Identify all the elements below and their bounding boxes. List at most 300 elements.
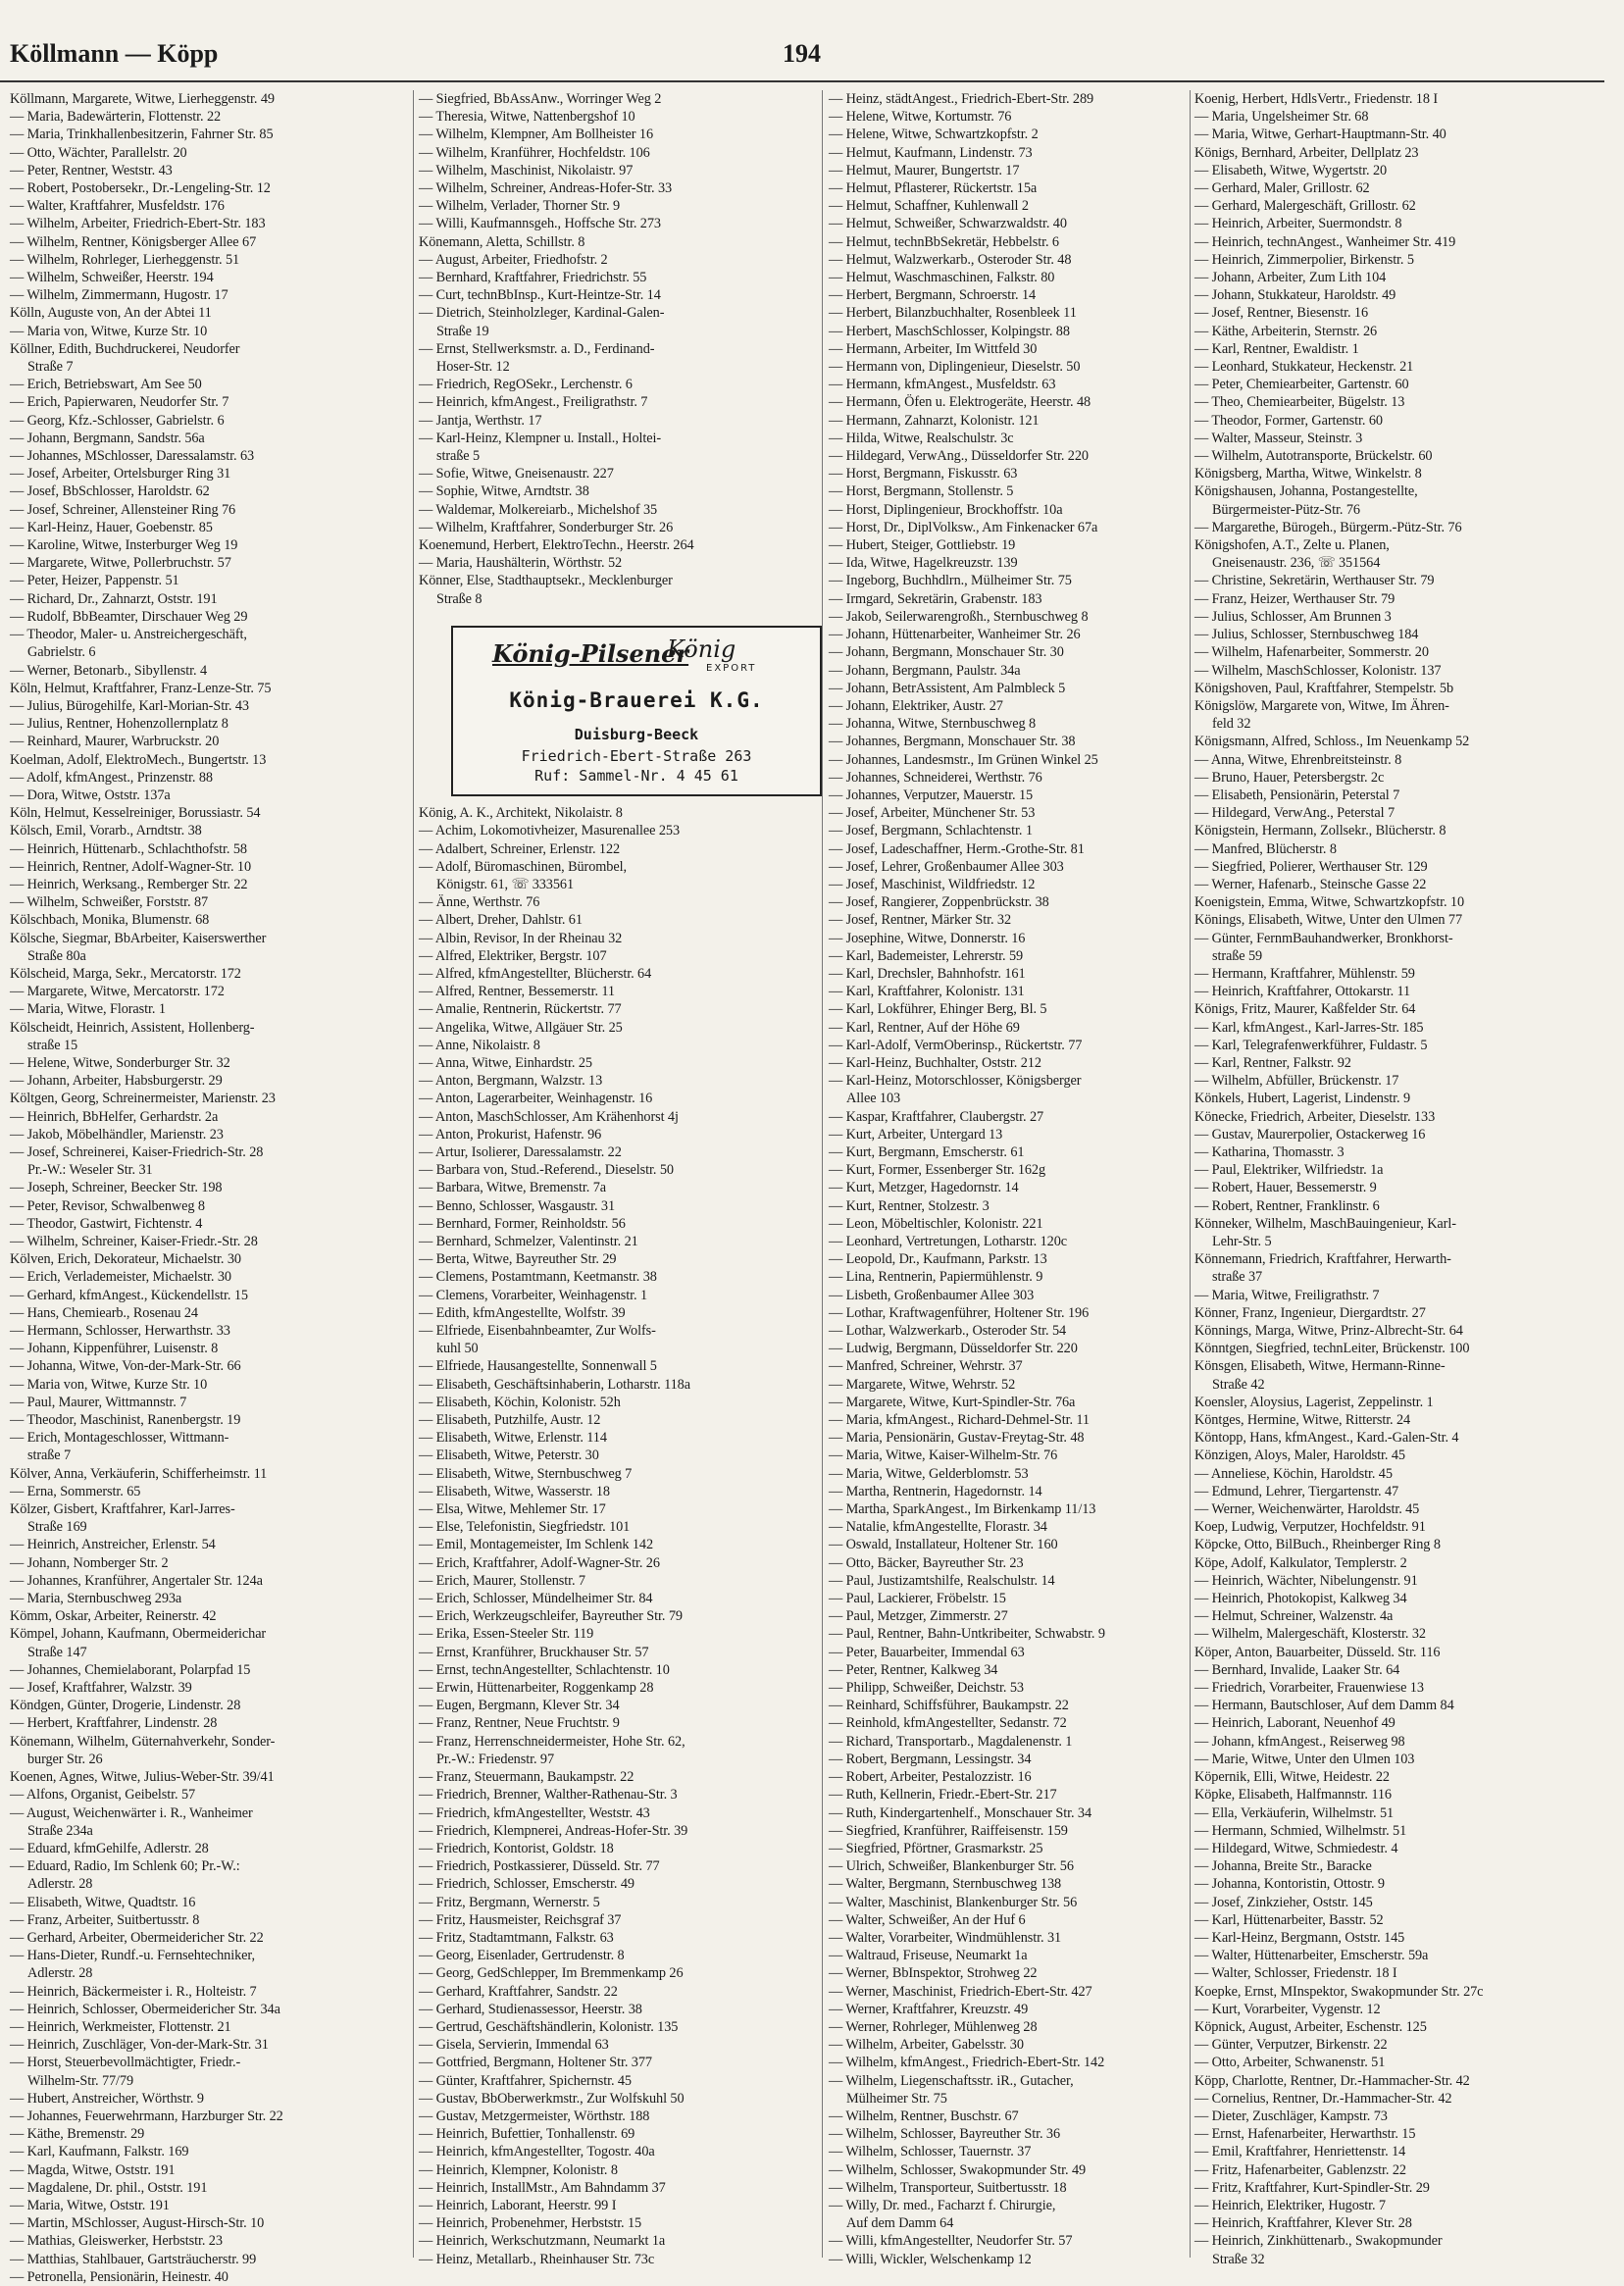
directory-entry: — Edmund, Lehrer, Tiergartenstr. 47: [1194, 1483, 1399, 1499]
directory-entry: — Gertrud, Geschäftshändlerin, Kolonistr. 135: [419, 2018, 679, 2035]
directory-entry: — Wilhelm, Schlosser, Swakopmunder Str. 49: [829, 2161, 1087, 2178]
directory-entry: — Wilhelm, Schweißer, Heerstr. 194: [10, 270, 214, 286]
directory-entry: — Ernst, Hafenarbeiter, Herwarthstr. 15: [1194, 2126, 1416, 2143]
directory-entry: Kölven, Erich, Dekorateur, Michaelstr. 30: [10, 1251, 241, 1268]
directory-entry: — Gerhard, Kraftfahrer, Sandstr. 22: [419, 1983, 618, 2000]
directory-entry: — Johanna, Breite Str., Baracke: [1194, 1858, 1372, 1875]
directory-entry: — Maria, Witwe, Oststr. 191: [10, 2197, 170, 2213]
directory-entry: Könemann, Wilhelm, Güternahverkehr, Sonder-: [10, 1733, 276, 1750]
directory-entry: — Richard, Transportarb., Magdalenenstr. 1: [829, 1733, 1073, 1750]
directory-entry: Lehr-Str. 5: [1212, 1234, 1272, 1249]
directory-entry: — Heinrich, kfmAngest., Freiligrathstr. 7: [419, 394, 648, 411]
directory-entry: — Sofie, Witwe, Gneisenaustr. 227: [419, 466, 614, 483]
directory-entry: — Heinrich, Rentner, Adolf-Wagner-Str. 10: [10, 858, 252, 875]
directory-entry: — Heinrich, Klempner, Kolonistr. 8: [419, 2161, 618, 2178]
directory-entry: — Franz, Arbeiter, Suitbertusstr. 8: [10, 1911, 200, 1928]
directory-entry: straße 15: [27, 1037, 78, 1053]
directory-entry: — Walter, Schweißer, An der Huf 6: [829, 1911, 1026, 1928]
directory-entry: Köndgen, Günter, Drogerie, Lindenstr. 28: [10, 1698, 241, 1714]
directory-entry: Kölzer, Gisbert, Kraftfahrer, Karl-Jarres-: [10, 1501, 235, 1518]
directory-entry: — Willy, Dr. med., Facharzt f. Chirurgie,: [829, 2197, 1056, 2213]
directory-entry: — Erna, Sommerstr. 65: [10, 1483, 141, 1499]
directory-entry: Köntopp, Hans, kfmAngest., Kard.-Galen-Str. 4: [1194, 1430, 1459, 1447]
directory-entry: — Gottfried, Bergmann, Holtener Str. 377: [419, 2055, 652, 2071]
directory-entry: Könsgen, Elisabeth, Witwe, Hermann-Rinne-: [1194, 1358, 1446, 1375]
directory-entry: Wilhelm-Str. 77/79: [27, 2072, 134, 2089]
directory-entry: Koenigstein, Emma, Witwe, Schwartzkopfstr. 10: [1194, 894, 1464, 911]
directory-entry: — Otto, Arbeiter, Schwanenstr. 51: [1194, 2055, 1386, 2071]
directory-entry: — Günter, Kraftfahrer, Spichernstr. 45: [419, 2072, 632, 2089]
directory-entry: — Friedrich, Kontorist, Goldstr. 18: [419, 1840, 614, 1856]
directory-entry: — Ernst, technAngestellter, Schlachtenstr. 10: [419, 1661, 670, 1678]
directory-entry: — Wilhelm, Arbeiter, Friedrich-Ebert-Str. 183: [10, 216, 266, 232]
directory-entry: — Hermann, kfmAngest., Musfeldstr. 63: [829, 377, 1056, 393]
directory-entry: — Franz, Rentner, Neue Fruchtstr. 9: [419, 1715, 620, 1732]
directory-entry: — Heinrich, Zuschläger, Von-der-Mark-Str. 31: [10, 2037, 269, 2054]
directory-entry: — Heinrich, Photokopist, Kalkweg 34: [1194, 1591, 1407, 1607]
directory-entry: — Julius, Bürogehilfe, Karl-Morian-Str. 43: [10, 697, 249, 714]
directory-entry: — Maria, Haushälterin, Wörthstr. 52: [419, 555, 623, 572]
directory-entry: Königshofen, A.T., Zelte u. Planen,: [1194, 537, 1390, 554]
directory-entry: — Lothar, Walzwerkarb., Osteroder Str. 54: [829, 1323, 1067, 1340]
directory-entry: Köpp, Charlotte, Rentner, Dr.-Hammacher-Str. 42: [1194, 2072, 1470, 2089]
directory-entry: — Theodor, Maschinist, Ranenbergstr. 19: [10, 1412, 241, 1429]
directory-entry: Straße 19: [436, 323, 489, 339]
directory-entry: — Maria, Pensionärin, Gustav-Freytag-Str. 48: [829, 1430, 1085, 1447]
directory-entry: — Margarete, Witwe, Pollerbruchstr. 57: [10, 555, 231, 572]
directory-entry: Koenemund, Herbert, ElektroTechn., Heerstr. 264: [419, 537, 694, 554]
directory-entry: — Peter, Chemiearbeiter, Gartenstr. 60: [1194, 377, 1409, 393]
directory-entry: — Josef, Rentner, Biesenstr. 16: [1194, 305, 1369, 322]
ad-logos: [453, 635, 820, 679]
directory-entry: — Heinrich, BbHelfer, Gerhardstr. 2a: [10, 1108, 219, 1125]
directory-entry: — Alfred, Rentner, Bessemerstr. 11: [419, 984, 615, 1000]
directory-entry: — Wilhelm, Klempner, Am Bollheister 16: [419, 127, 653, 143]
directory-entry: — Margarethe, Bürogeh., Bürgerm.-Pütz-Str. 76: [1194, 519, 1462, 535]
directory-entry: — Jakob, Seilerwarengroßh., Sternbuschweg 8: [829, 608, 1089, 625]
directory-entry: Köln, Helmut, Kesselreiniger, Borussiastr. 54: [10, 805, 261, 822]
directory-entry: straße 59: [1212, 947, 1263, 964]
directory-entry: — Peter, Rentner, Kalkweg 34: [829, 1661, 998, 1678]
directory-entry: — Heinrich, Werkschutzmann, Neumarkt 1a: [419, 2233, 666, 2250]
directory-entry: — Hermann von, Diplingenieur, Dieselstr. 50: [829, 359, 1081, 376]
directory-entry: — Karl, Kraftfahrer, Kolonistr. 131: [829, 984, 1025, 1000]
directory-entry: — Maria, Witwe, Florastr. 1: [10, 1001, 166, 1018]
directory-entry: — Kurt, Former, Essenberger Str. 162g: [829, 1162, 1046, 1179]
directory-entry: — Manfred, Blücherstr. 8: [1194, 840, 1337, 857]
directory-entry: — Helene, Witwe, Kortumstr. 76: [829, 109, 1012, 126]
directory-entry: — Emil, Montagemeister, Im Schlenk 142: [419, 1537, 654, 1553]
directory-entry: — Josephine, Witwe, Donnerstr. 16: [829, 930, 1026, 946]
directory-entry: Kölln, Auguste von, An der Abtei 11: [10, 305, 212, 322]
directory-entry: — Erich, Maurer, Stollenstr. 7: [419, 1572, 585, 1589]
directory-entry: — Franz, Heizer, Werthauser Str. 79: [1194, 590, 1396, 607]
directory-entry: Allee 103: [846, 1091, 901, 1107]
directory-entry: — Paul, Maurer, Wittmannstr. 7: [10, 1394, 187, 1410]
directory-column-1: [10, 90, 405, 2285]
directory-entry: Königshoven, Paul, Kraftfahrer, Stempelstr. 5b: [1194, 680, 1454, 696]
directory-entry: — Paul, Lackierer, Fröbelstr. 15: [829, 1591, 1006, 1607]
directory-entry: — Werner, Betonarb., Sibyllenstr. 4: [10, 662, 207, 679]
directory-entry: — Josef, Rentner, Märker Str. 32: [829, 912, 1012, 929]
directory-entry: — Barbara von, Stud.-Referend., Dieselstr. 50: [419, 1162, 674, 1179]
directory-entry: — Walter, Schlosser, Friedenstr. 18 I: [1194, 1965, 1397, 1982]
directory-entry: — Peter, Heizer, Pappenstr. 51: [10, 573, 179, 589]
directory-entry: — Adolf, Büromaschinen, Bürombel,: [419, 858, 627, 875]
directory-entry: — Heinz, Metallarb., Rheinhauser Str. 73c: [419, 2251, 655, 2267]
directory-entry: — Robert, Hauer, Bessemerstr. 9: [1194, 1180, 1377, 1196]
directory-entry: — Gisela, Servierin, Immendal 63: [419, 2037, 609, 2054]
directory-entry: — Gerhard, Studienassessor, Heerstr. 38: [419, 2001, 642, 2017]
directory-entry: — Maria, Ungelsheimer Str. 68: [1194, 109, 1369, 126]
directory-entry: — Leopold, Dr., Kaufmann, Parkstr. 13: [829, 1251, 1047, 1268]
directory-entry: — Walter, Maschinist, Blankenburger Str. 56: [829, 1894, 1078, 1910]
directory-entry: — Magdalene, Dr. phil., Oststr. 191: [10, 2179, 208, 2196]
directory-entry: — Ruth, Kellnerin, Friedr.-Ebert-Str. 217: [829, 1787, 1057, 1803]
directory-entry: — Georg, GedSchlepper, Im Bremmenkamp 26: [419, 1965, 684, 1982]
directory-entry: — Ida, Witwe, Hagelkreuzstr. 139: [829, 555, 1018, 572]
directory-entry: — Karl, Rentner, Falkstr. 92: [1194, 1054, 1351, 1071]
directory-entry: — Herbert, Bilanzbuchhalter, Rosenbleek 11: [829, 305, 1077, 322]
directory-entry: — Helmut, Maurer, Bungertstr. 17: [829, 162, 1020, 178]
directory-entry: straße 5: [436, 448, 481, 465]
directory-entry: — Johannes, Kranführer, Angertaler Str. 124a: [10, 1572, 263, 1589]
directory-entry: Könemann, Aletta, Schillstr. 8: [419, 233, 585, 250]
directory-entry: — Maria, kfmAngest., Richard-Dehmel-Str. 11: [829, 1412, 1090, 1429]
directory-entry: — Johannes, Bergmann, Monschauer Str. 38: [829, 734, 1076, 750]
directory-entry: — Friedrich, Brenner, Walther-Rathenau-Str. 3: [419, 1787, 678, 1803]
directory-entry: — Heinrich, Bäckermeister i. R., Holteistr. 7: [10, 1983, 257, 2000]
directory-entry: — Wilhelm, Maschinist, Nikolaistr. 97: [419, 162, 634, 178]
directory-entry: — Manfred, Schreiner, Wehrstr. 37: [829, 1358, 1023, 1375]
directory-entry: — Eugen, Bergmann, Klever Str. 34: [419, 1698, 620, 1714]
directory-entry: — Elisabeth, Witwe, Erlenstr. 114: [419, 1430, 607, 1447]
page-number: 194: [783, 39, 821, 68]
directory-entry: — Margarete, Witwe, Mercatorstr. 172: [10, 984, 225, 1000]
directory-entry: — Fritz, Kraftfahrer, Kurt-Spindler-Str. 29: [1194, 2179, 1430, 2196]
directory-entry: — Anna, Witwe, Ehrenbreitsteinstr. 8: [1194, 751, 1402, 768]
directory-entry: — Elfriede, Eisenbahnbeamter, Zur Wolfs-: [419, 1323, 656, 1340]
directory-entry: straße 7: [27, 1448, 72, 1464]
directory-entry: — Kurt, Arbeiter, Untergard 13: [829, 1126, 1003, 1143]
directory-entry: — Erich, Verlademeister, Michaelstr. 30: [10, 1269, 231, 1286]
directory-entry: — Ruth, Kindergartenhelf., Monschauer Str. 34: [829, 1804, 1092, 1821]
directory-entry: — Johann, Bergmann, Monschauer Str. 30: [829, 644, 1064, 661]
directory-entry: — Elisabeth, Putzhilfe, Austr. 12: [419, 1412, 601, 1429]
directory-entry: — Josef, Lehrer, Großenbaumer Allee 303: [829, 858, 1064, 875]
directory-entry: — Heinrich, Laborant, Heerstr. 99 I: [419, 2197, 617, 2213]
directory-entry: — Bruno, Hauer, Petersbergstr. 2c: [1194, 769, 1385, 786]
directory-entry: — Wilhelm, Schreiner, Andreas-Hofer-Str. 33: [419, 180, 673, 197]
directory-entry: — Hildegard, VerwAng., Peterstal 7: [1194, 805, 1395, 822]
directory-entry: — Karl, Bademeister, Lehrerstr. 59: [829, 947, 1024, 964]
directory-entry: — Ulrich, Schweißer, Blankenburger Str. 56: [829, 1858, 1074, 1875]
directory-entry: — Dora, Witwe, Oststr. 137a: [10, 787, 171, 803]
directory-entry: — Wilhelm, Verlader, Thorner Str. 9: [419, 198, 621, 215]
export-label: EXPORT: [706, 663, 757, 674]
directory-entry: — Friedrich, kfmAngestellter, Weststr. 43: [419, 1804, 650, 1821]
directory-entry: — Kurt, Rentner, Stolzestr. 3: [829, 1197, 990, 1214]
directory-entry: — Erika, Essen-Steeler Str. 119: [419, 1626, 594, 1643]
directory-entry: — Johannes, Feuerwehrmann, Harzburger Str. 22: [10, 2108, 283, 2124]
directory-entry: Königshausen, Johanna, Postangestellte,: [1194, 483, 1418, 500]
directory-entry: — Elisabeth, Witwe, Sternbuschweg 7: [419, 1465, 633, 1482]
directory-entry: — Josef, Schreiner, Allensteiner Ring 76: [10, 501, 236, 518]
directory-entry: — Josef, Arbeiter, Münchener Str. 53: [829, 805, 1036, 822]
directory-entry: — Philipp, Schweißer, Deichstr. 53: [829, 1680, 1024, 1697]
directory-entry: — Barbara, Witwe, Bremenstr. 7a: [419, 1180, 606, 1196]
directory-entry: — Käthe, Bremenstr. 29: [10, 2126, 145, 2143]
directory-entry: Köpe, Adolf, Kalkulator, Templerstr. 2: [1194, 1554, 1407, 1571]
directory-entry: — Johann, Bergmann, Paulstr. 34a: [829, 662, 1021, 679]
directory-entry: — Elisabeth, Witwe, Quadtstr. 16: [10, 1894, 196, 1910]
directory-entry: Könner, Else, Stadthauptsekr., Mecklenburger: [419, 573, 673, 589]
directory-entry: — Dieter, Zuschläger, Kampstr. 73: [1194, 2108, 1388, 2124]
directory-entry: feld 32: [1212, 716, 1251, 733]
directory-entry: — Helmut, Schreiner, Walzenstr. 4a: [1194, 1608, 1394, 1625]
directory-entry: Pr.-W.: Weseler Str. 31: [27, 1162, 153, 1179]
directory-entry: Adlerstr. 28: [27, 1965, 93, 1982]
directory-entry: — Karoline, Witwe, Insterburger Weg 19: [10, 537, 238, 554]
directory-entry: — August, Weichenwärter i. R., Wanheimer: [10, 1804, 253, 1821]
directory-entry: — Albert, Dreher, Dahlstr. 61: [419, 912, 583, 929]
directory-entry: — Horst, Bergmann, Fiskusstr. 63: [829, 466, 1018, 483]
directory-entry: — Oswald, Installateur, Holtener Str. 160: [829, 1537, 1058, 1553]
directory-entry: — Peter, Bauarbeiter, Immendal 63: [829, 1644, 1025, 1660]
directory-entry: — Theodor, Gastwirt, Fichtenstr. 4: [10, 1215, 203, 1232]
directory-entry: — Helmut, Kaufmann, Lindenstr. 73: [829, 144, 1033, 161]
directory-entry: — Johannes, Schneiderei, Werthstr. 76: [829, 769, 1042, 786]
directory-entry: — Fritz, Hafenarbeiter, Gablenzstr. 22: [1194, 2161, 1406, 2178]
directory-entry: — Eduard, Radio, Im Schlenk 60; Pr.-W.:: [10, 1858, 240, 1875]
directory-entry: Könnemann, Friedrich, Kraftfahrer, Herwarth-: [1194, 1251, 1451, 1268]
directory-entry: — Willi, Wickler, Welschenkamp 12: [829, 2251, 1032, 2267]
directory-entry: — Maria, Badewärterin, Flottenstr. 22: [10, 109, 222, 126]
directory-entry: — Peter, Rentner, Weststr. 43: [10, 162, 173, 178]
directory-entry: — Hermann, Zahnarzt, Kolonistr. 121: [829, 412, 1040, 429]
directory-entry: — Elisabeth, Köchin, Kolonistr. 52h: [419, 1394, 621, 1410]
directory-entry: König, A. K., Architekt, Nikolaistr. 8: [419, 805, 623, 822]
directory-entry: — Johann, Stukkateur, Haroldstr. 49: [1194, 287, 1396, 304]
directory-entry: — Kaspar, Kraftfahrer, Claubergstr. 27: [829, 1108, 1044, 1125]
directory-entry: — Wilhelm, kfmAngest., Friedrich-Ebert-Str. 142: [829, 2055, 1105, 2071]
page-header: [10, 39, 1618, 78]
directory-entry: — Berta, Witwe, Bayreuther Str. 29: [419, 1251, 617, 1268]
directory-entry: Auf dem Damm 64: [846, 2215, 954, 2232]
directory-entry: — Erich, Betriebswart, Am See 50: [10, 377, 202, 393]
directory-entry: — Else, Telefonistin, Siegfriedstr. 101: [419, 1519, 631, 1536]
directory-entry: Költgen, Georg, Schreinermeister, Marienstr. 23: [10, 1091, 276, 1107]
directory-entry: — Friedrich, Postkassierer, Düsseld. Str. 77: [419, 1858, 660, 1875]
directory-entry: — Johann, Nomberger Str. 2: [10, 1554, 169, 1571]
directory-entry: — Karl, Rentner, Auf der Höhe 69: [829, 1019, 1020, 1036]
directory-entry: — Irmgard, Sekretärin, Grabenstr. 183: [829, 590, 1042, 607]
directory-entry: — Johann, kfmAngest., Reiserweg 98: [1194, 1733, 1405, 1750]
directory-entry: — Josef, Bergmann, Schlachtenstr. 1: [829, 823, 1033, 839]
directory-entry: Köpke, Elisabeth, Halfmannstr. 116: [1194, 1787, 1392, 1803]
directory-entry: — Edith, kfmAngestellte, Wolfstr. 39: [419, 1304, 626, 1321]
directory-entry: — Heinrich, InstallMstr., Am Bahndamm 37: [419, 2179, 666, 2196]
directory-entry: Königslöw, Margarete von, Witwe, Im Ähren-: [1194, 697, 1449, 714]
directory-entry: — Bernhard, Former, Reinholdstr. 56: [419, 1215, 626, 1232]
directory-entry: Koenen, Agnes, Witwe, Julius-Weber-Str. 39/41: [10, 1769, 275, 1786]
directory-entry: Kömpel, Johann, Kaufmann, Obermeiderichar: [10, 1626, 267, 1643]
directory-entry: — Bernhard, Kraftfahrer, Friedrichstr. 55: [419, 270, 647, 286]
directory-entry: — Theo, Chemiearbeiter, Bügelstr. 13: [1194, 394, 1405, 411]
directory-entry: — Wilhelm, Liegenschaftsstr. iR., Gutacher,: [829, 2072, 1074, 2089]
directory-entry: — Heinrich, Werkmeister, Flottenstr. 21: [10, 2018, 231, 2035]
directory-entry: Gabrielstr. 6: [27, 644, 96, 661]
directory-entry: — Willi, Kaufmannsgeh., Hoffsche Str. 273: [419, 216, 661, 232]
directory-entry: — Karl, Kaufmann, Falkstr. 169: [10, 2144, 189, 2160]
directory-entry: Koenig, Herbert, HdlsVertr., Friedenstr. 18 I: [1194, 91, 1439, 107]
directory-entry: Koepke, Ernst, MInspektor, Swakopmunder Str. 27c: [1194, 1983, 1484, 2000]
directory-entry: — Leonhard, Stukkateur, Heckenstr. 21: [1194, 359, 1414, 376]
directory-entry: — Elfriede, Hausangestellte, Sonnenwall 5: [419, 1358, 657, 1375]
directory-entry: Bürgermeister-Pütz-Str. 76: [1212, 501, 1360, 518]
directory-entry: — Clemens, Vorarbeiter, Weinhagenstr. 1: [419, 1287, 648, 1303]
directory-entry: — Sophie, Witwe, Arndtstr. 38: [419, 483, 589, 500]
directory-entry: — Karl-Adolf, VermOberinsp., Rückertstr. 77: [829, 1037, 1083, 1053]
directory-entry: — Maria, Witwe, Gerhart-Hauptmann-Str. 40: [1194, 127, 1446, 143]
directory-entry: — Siegfried, Polierer, Werthauser Str. 129: [1194, 858, 1428, 875]
directory-entry: — Heinz, städtAngest., Friedrich-Ebert-Str. 289: [829, 91, 1094, 107]
directory-entry: Königs, Bernhard, Arbeiter, Dellplatz 23: [1194, 144, 1419, 161]
directory-entry: — Johann, Arbeiter, Zum Lith 104: [1194, 270, 1387, 286]
directory-entry: — Rudolf, BbBeamter, Dirschauer Weg 29: [10, 608, 248, 625]
directory-entry: — Ernst, Stellwerksmstr. a. D., Ferdinand-: [419, 340, 655, 357]
directory-entry: — Gustav, BbOberwerkmstr., Zur Wolfskuhl 50: [419, 2090, 685, 2107]
directory-entry: — Kurt, Metzger, Hagedornstr. 14: [829, 1180, 1019, 1196]
directory-entry: — August, Arbeiter, Friedhofstr. 2: [419, 251, 608, 268]
directory-entry: — Helmut, Schaffner, Kuhlenwall 2: [829, 198, 1029, 215]
directory-entry: — Willi, kfmAngestellter, Neudorfer Str. 57: [829, 2233, 1073, 2250]
directory-entry: — Artur, Isolierer, Daressalamstr. 22: [419, 1143, 622, 1160]
directory-entry: — Maria, Sternbuschweg 293a: [10, 1591, 182, 1607]
directory-entry: — Richard, Dr., Zahnarzt, Oststr. 191: [10, 590, 218, 607]
directory-entry: straße 37: [1212, 1269, 1263, 1286]
directory-entry: — Elisabeth, Pensionärin, Peterstal 7: [1194, 787, 1400, 803]
directory-entry: — Alfred, Elektriker, Bergstr. 107: [419, 947, 607, 964]
directory-entry: — Herbert, MaschSchlosser, Kolpingstr. 88: [829, 323, 1070, 339]
directory-entry: — Anneliese, Köchin, Haroldstr. 45: [1194, 1465, 1393, 1482]
directory-entry: — Hubert, Steiger, Gottliebstr. 19: [829, 537, 1016, 554]
directory-entry: — Erich, Montageschlosser, Wittmann-: [10, 1430, 229, 1447]
directory-entry: — Julius, Schlosser, Sternbuschweg 184: [1194, 627, 1419, 643]
directory-entry: — Johannes, MSchlosser, Daressalamstr. 63: [10, 448, 255, 465]
directory-entry: Königstein, Hermann, Zollsekr., Blücherstr. 8: [1194, 823, 1446, 839]
directory-entry: — Martin, MSchlosser, August-Hirsch-Str. 10: [10, 2215, 265, 2232]
directory-entry: — Georg, Kfz.-Schlosser, Gabrielstr. 6: [10, 412, 225, 429]
directory-entry: — Martha, SparkAngest., Im Birkenkamp 11/13: [829, 1501, 1096, 1518]
directory-entry: — Käthe, Arbeiterin, Sternstr. 26: [1194, 323, 1378, 339]
directory-entry: Kölschbach, Monika, Blumenstr. 68: [10, 912, 210, 929]
directory-entry: — Bernhard, Invalide, Laaker Str. 64: [1194, 1661, 1400, 1678]
directory-entry: — Siegfried, Pförtner, Grasmarkstr. 25: [829, 1840, 1043, 1856]
directory-entry: — Werner, Maschinist, Friedrich-Ebert-Str. 427: [829, 1983, 1092, 2000]
directory-entry: — Friedrich, Schlosser, Emscherstr. 49: [419, 1876, 634, 1893]
directory-entry: — Heinrich, Elektriker, Hugostr. 7: [1194, 2197, 1386, 2213]
directory-entry: Straße 7: [27, 359, 74, 376]
directory-entry: — Josef, Kraftfahrer, Walzstr. 39: [10, 1680, 192, 1697]
directory-entry: — Wilhelm, Hafenarbeiter, Sommerstr. 20: [1194, 644, 1429, 661]
directory-entry: — Horst, Diplingenieur, Brockhoffstr. 10a: [829, 501, 1063, 518]
ad-company-name: König-Brauerei K.G.: [509, 688, 764, 712]
directory-entry: — Heinrich, technAngest., Wanheimer Str. 419: [1194, 233, 1456, 250]
directory-entry: — Hermann, Schmied, Wilhelmstr. 51: [1194, 1822, 1407, 1839]
directory-entry: — Karl, Lokführer, Ehinger Berg, Bl. 5: [829, 1001, 1047, 1018]
directory-entry: — Adolf, kfmAngest., Prinzenstr. 88: [10, 769, 213, 786]
directory-entry: — Johannes, Verputzer, Mauerstr. 15: [829, 787, 1034, 803]
directory-entry: Kölver, Anna, Verkäuferin, Schifferheimstr. 11: [10, 1465, 268, 1482]
directory-entry: Könkels, Hubert, Lagerist, Lindenstr. 9: [1194, 1091, 1411, 1107]
directory-entry: — Paul, Metzger, Zimmerstr. 27: [829, 1608, 1008, 1625]
directory-entry: — Anton, Bergmann, Walzstr. 13: [419, 1073, 603, 1090]
directory-entry: — Heinrich, kfmAngestellter, Togostr. 40a: [419, 2144, 655, 2160]
directory-entry: — Johanna, Witwe, Von-der-Mark-Str. 66: [10, 1358, 241, 1375]
directory-entry: — Johanna, Kontoristin, Ottostr. 9: [1194, 1876, 1385, 1893]
directory-entry: — Wilhelm, Zimmermann, Hugostr. 17: [10, 287, 228, 304]
directory-entry: Könner, Franz, Ingenieur, Diergardtstr. 27: [1194, 1304, 1426, 1321]
directory-entry: Köntges, Hermine, Witwe, Ritterstr. 24: [1194, 1412, 1411, 1429]
directory-entry: — Maria, Trinkhallenbesitzerin, Fahrner Str. 85: [10, 127, 274, 143]
directory-entry: — Elisabeth, Witwe, Wasserstr. 18: [419, 1483, 610, 1499]
directory-entry: — Heinrich, Schlosser, Obermeidericher Str. 34a: [10, 2001, 280, 2017]
directory-column-2: [419, 90, 814, 2267]
directory-entry: — Erich, Schlosser, Mündelheimer Str. 84: [419, 1591, 653, 1607]
directory-entry: — Jakob, Möbelhändler, Marienstr. 23: [10, 1126, 224, 1143]
directory-entry: — Dietrich, Steinholzleger, Kardinal-Galen-: [419, 305, 665, 322]
directory-entry: — Johann, Elektriker, Austr. 27: [829, 697, 1003, 714]
directory-entry: — Walter, Bergmann, Sternbuschweg 138: [829, 1876, 1062, 1893]
directory-entry: Straße 32: [1212, 2251, 1265, 2267]
directory-entry: — Lothar, Kraftwagenführer, Holtener Str. 196: [829, 1304, 1090, 1321]
directory-entry: — Siegfried, Kranführer, Raiffeisenstr. 159: [829, 1822, 1068, 1839]
directory-entry: — Robert, Arbeiter, Pestalozzistr. 16: [829, 1769, 1032, 1786]
directory-entry: — Robert, Postobersekr., Dr.-Lengeling-Str. 12: [10, 180, 271, 197]
directory-entry: — Günter, Verputzer, Birkenstr. 22: [1194, 2037, 1388, 2054]
directory-entry: — Wilhelm, MaschSchlosser, Kolonistr. 137: [1194, 662, 1442, 679]
ad-address: Friedrich-Ebert-Straße 263: [521, 747, 752, 765]
directory-entry: — Katharina, Thomasstr. 3: [1194, 1143, 1345, 1160]
directory-entry: — Werner, Hafenarb., Steinsche Gasse 22: [1194, 876, 1427, 892]
directory-entry: — Benno, Schlosser, Wasgaustr. 31: [419, 1197, 616, 1214]
directory-entry: — Hans-Dieter, Rundf.-u. Fernsehtechniker,: [10, 1948, 255, 1964]
directory-entry: — Ingeborg, Buchhdlrn., Mülheimer Str. 75: [829, 573, 1072, 589]
directory-entry: — Heinrich, Kraftfahrer, Ottokarstr. 11: [1194, 984, 1411, 1000]
directory-entry: — Ella, Verkäuferin, Wilhelmstr. 51: [1194, 1804, 1395, 1821]
directory-entry: — Fritz, Bergmann, Wernerstr. 5: [419, 1894, 600, 1910]
directory-entry: — Josef, Rangierer, Zoppenbrückstr. 38: [829, 894, 1049, 911]
directory-entry: — Natalie, kfmAngestellte, Florastr. 34: [829, 1519, 1047, 1536]
directory-entry: — Horst, Dr., DiplVolksw., Am Finkenacker 67a: [829, 519, 1098, 535]
directory-entry: — Werner, Weichenwärter, Haroldstr. 45: [1194, 1501, 1420, 1518]
advertisement-box: [451, 626, 822, 796]
directory-entry: — Walter, Hüttenarbeiter, Emscherstr. 59a: [1194, 1948, 1429, 1964]
directory-entry: — Helmut, Pflasterer, Rückertstr. 15a: [829, 180, 1038, 197]
directory-entry: Königs, Fritz, Maurer, Kaßfelder Str. 64: [1194, 1001, 1416, 1018]
directory-entry: — Werner, Kraftfahrer, Kreuzstr. 49: [829, 2001, 1029, 2017]
directory-entry: Königstr. 61, ☏ 333561: [436, 876, 574, 892]
directory-entry: — Erwin, Hüttenarbeiter, Roggenkamp 28: [419, 1680, 654, 1697]
directory-entry: — Hilda, Witwe, Realschulstr. 3c: [829, 430, 1014, 446]
directory-entry: — Paul, Justizamtshilfe, Realschulstr. 14: [829, 1572, 1055, 1589]
directory-entry: — Josef, Zinkzieher, Oststr. 145: [1194, 1894, 1373, 1910]
directory-entry: — Walter, Masseur, Steinstr. 3: [1194, 430, 1363, 446]
directory-entry: — Reinhard, Maurer, Warbruckstr. 20: [10, 734, 220, 750]
directory-entry: — Johannes, Chemielaborant, Polarpfad 15: [10, 1661, 251, 1678]
directory-entry: — Kurt, Vorarbeiter, Vygenstr. 12: [1194, 2001, 1381, 2017]
